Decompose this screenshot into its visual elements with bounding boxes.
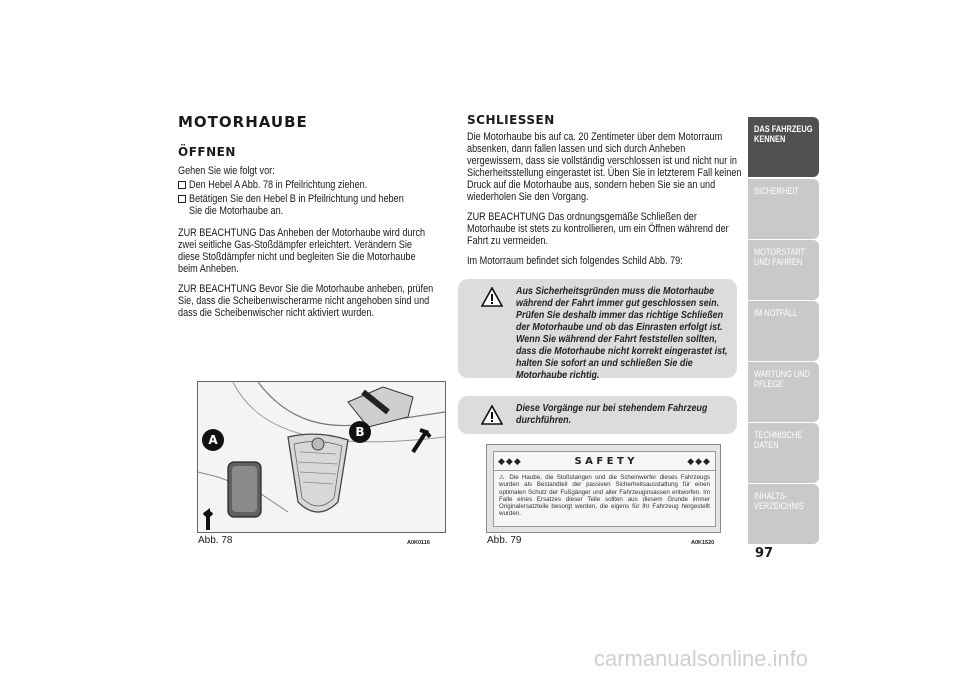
label-a: A [208, 433, 218, 447]
safety-header [494, 452, 715, 471]
figure-hood-levers [197, 381, 446, 533]
figure-code: A0K1520 [691, 540, 715, 546]
warning-text: Aus Sicherheitsgründen muss die Motorhaube während der Fahrt immer gut geschlossen sein. Prüfen Sie deshalb immer das richtige Schließen der Motorhaube und ob das Einrasten erfolgt ist. Wenn Sie während der Fahrt feststellen sollten, dass die Motorhaube nicht korrekt eingerastet ist, halten Sie sofort an und schließen Sie die Motorhaube richtig. [516, 286, 728, 381]
hood-illustration [198, 382, 445, 532]
intro-text: Gehen Sie wie folgt vor: [178, 165, 275, 177]
list-item [178, 193, 448, 217]
figure-safety-label [486, 444, 721, 533]
tab-sicherheit[interactable]: SICHERHEIT [748, 179, 819, 239]
note-text: ZUR BEACHTUNG Das Anheben der Motorhaube wird durch zwei seitliche Gas-Stoßdämpfer erleichtert. Verändern Sie diese Stoßdämpfer nicht und begleiten Sie die Motorhaube beim Anheben. [178, 227, 426, 275]
tab-motorstart-und-fahren[interactable]: MOTORSTART UND FAHREN [748, 240, 819, 300]
right-column [467, 113, 742, 267]
subsection-title-open: ÖFFNEN [178, 145, 236, 159]
warning-box [458, 396, 737, 434]
figure-caption: Abb. 79 [487, 535, 522, 546]
subsection-title-close: SCHLIESSEN [467, 113, 555, 127]
paragraph: Die Motorhaube bis auf ca. 20 Zentimeter über dem Motorraum absenken, dann fallen lassen und sich durch Anheben vergewissern, dass sie vollständig verschlossen ist und nicht nur in Sicherheitsstellung eingerastet ist. Üben Sie in letzterem Fall keinen Druck auf die Motorhaube aus, sondern heben Sie sie an und wiederholen Sie den Vorgang. [467, 131, 742, 203]
step-text: Den Hebel A Abb. 78 in Pfeilrichtung ziehen. [189, 179, 368, 191]
checkbox-bullet-icon [178, 195, 186, 203]
checkbox-bullet-icon [178, 181, 186, 189]
watermark: carmanualsonline.info [594, 646, 809, 671]
label-b: B [355, 425, 365, 439]
figure-code: A0K0116 [407, 540, 430, 546]
warning-box [458, 279, 737, 381]
safety-sticker [493, 451, 716, 527]
warning-text: Diese Vorgänge nur bei stehendem Fahrzeug durchführen. [516, 403, 708, 426]
paragraph: Im Motorraum befindet sich folgendes Schild Abb. 79: [467, 255, 683, 267]
tab-wartung-und-pflege[interactable]: WARTUNG UND PFLEGE [748, 362, 819, 422]
warning-triangle-icon [481, 405, 503, 425]
section-title: MOTORHAUBE [178, 113, 308, 131]
note-text: ZUR BEACHTUNG Bevor Sie die Motorhaube anheben, prüfen Sie, dass die Scheibenwischerarme nicht angehoben sind und dass die Scheibenwischer nicht aktiviert wurden. [178, 283, 434, 319]
tab-technische-daten[interactable]: TECHNISCHE DATEN [748, 423, 819, 483]
step-text: Betätigen Sie den Hebel B in Pfeilrichtung und heben Sie die Motorhaube an. [189, 193, 404, 217]
diamond-icons: ◆◆◆ [687, 455, 711, 466]
safety-text: ⚠ Die Haube, die Stoßstangen und die Scheinwerfer dieses Fahrzeugs wurden als Bestandteil der passiven Sicherheitsausstattung für einen optimalen Schutz der Fußgänger und aller Fahrzeuginsassen entworfen. Im Falle eines Ersatzes dieser Teile sollten aus diesem Grunde immer Originalersatzteile besorgt werden, die eigens für Ihr Fahrzeug hergestellt wurden. [499, 474, 710, 518]
figure-caption: Abb. 78 [198, 535, 233, 546]
diamond-icons: ◆◆◆ [498, 455, 522, 466]
list-item [178, 179, 448, 191]
tab-im-notfall[interactable]: IM NOTFALL [748, 301, 819, 361]
note-text: ZUR BEACHTUNG Das ordnungsgemäße Schließen der Motorhaube ist stets zu kontrollieren, um ein Öffnen während der Fahrt zu vermeiden. [467, 211, 729, 247]
tab-inhaltsverzeichnis[interactable]: INHALTS-VERZEICHNIS [748, 484, 819, 544]
tab-das-fahrzeug-kennen[interactable]: DAS FAHRZEUG KENNEN [748, 117, 819, 177]
page-number: 97 [755, 546, 774, 561]
safety-title: S A F E T Y [574, 455, 635, 467]
left-column [178, 113, 448, 319]
warning-triangle-icon: ⚠ [499, 474, 510, 481]
warning-triangle-icon [481, 287, 503, 307]
